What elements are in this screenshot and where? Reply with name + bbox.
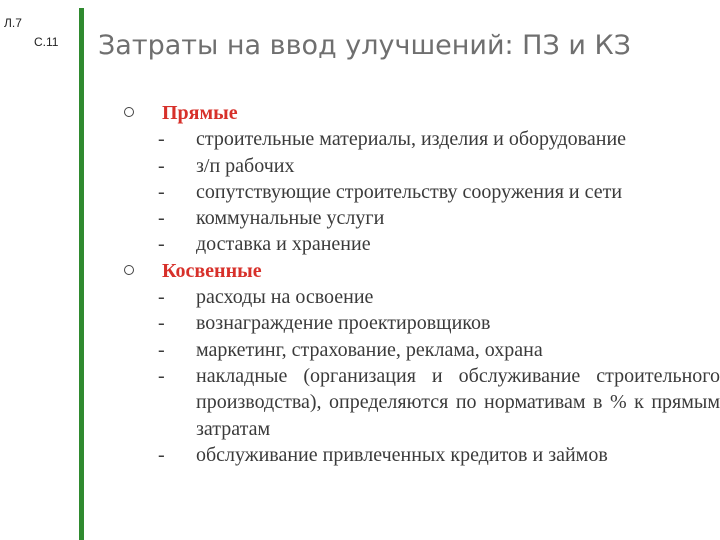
circle-bullet-icon bbox=[124, 265, 134, 275]
circle-bullet-icon bbox=[124, 107, 134, 117]
dash-marker: - bbox=[158, 312, 165, 335]
list-item bbox=[124, 231, 720, 257]
dash-marker: - bbox=[158, 154, 165, 177]
list-item-text: доставка и хранение bbox=[196, 233, 371, 256]
section-indirect bbox=[124, 258, 720, 468]
dash-marker: - bbox=[158, 364, 165, 387]
dash-marker: - bbox=[158, 128, 165, 151]
list-item bbox=[124, 310, 720, 336]
slide-reference bbox=[4, 14, 58, 52]
list-item-text: вознаграждение проектировщиков bbox=[196, 312, 491, 335]
list-item-text: сопутствующие строительству сооружения и сети bbox=[196, 180, 623, 203]
list-item bbox=[124, 205, 720, 231]
list-item bbox=[124, 442, 720, 468]
list-item bbox=[124, 126, 720, 152]
lecture-number: Л.7 bbox=[4, 16, 22, 30]
section-heading: Косвенные bbox=[162, 259, 262, 282]
list-item-text: строительные материалы, изделия и оборудование bbox=[196, 128, 627, 151]
list-item bbox=[124, 363, 720, 442]
list-item-text: расходы на освоение bbox=[196, 286, 374, 309]
list-item bbox=[124, 179, 720, 205]
dash-marker: - bbox=[158, 443, 165, 466]
list-item bbox=[124, 284, 720, 310]
page-number: С.11 bbox=[34, 35, 59, 49]
dash-marker: - bbox=[158, 207, 165, 230]
list-item-text: накладные (организация и обслуживание строительного производства), определяются по нормативам в % к прямым затратам bbox=[196, 364, 720, 440]
content-body bbox=[124, 100, 720, 468]
section-heading: Прямые bbox=[162, 102, 238, 124]
list-item-text: коммунальные услуги bbox=[196, 207, 385, 230]
section-direct bbox=[124, 100, 720, 258]
dash-marker: - bbox=[158, 233, 165, 256]
list-item-text: з/п рабочих bbox=[196, 154, 295, 177]
vertical-divider bbox=[79, 8, 84, 540]
dash-marker: - bbox=[158, 180, 165, 203]
list-item bbox=[124, 153, 720, 179]
slide-title: Затраты на ввод улучшений: ПЗ и КЗ bbox=[98, 30, 631, 61]
dash-marker: - bbox=[158, 286, 165, 309]
list-item-text: маркетинг, страхование, реклама, охрана bbox=[196, 338, 543, 361]
dash-marker: - bbox=[158, 338, 165, 361]
list-item bbox=[124, 337, 720, 363]
list-item-text: обслуживание привлеченных кредитов и займов bbox=[196, 443, 608, 466]
